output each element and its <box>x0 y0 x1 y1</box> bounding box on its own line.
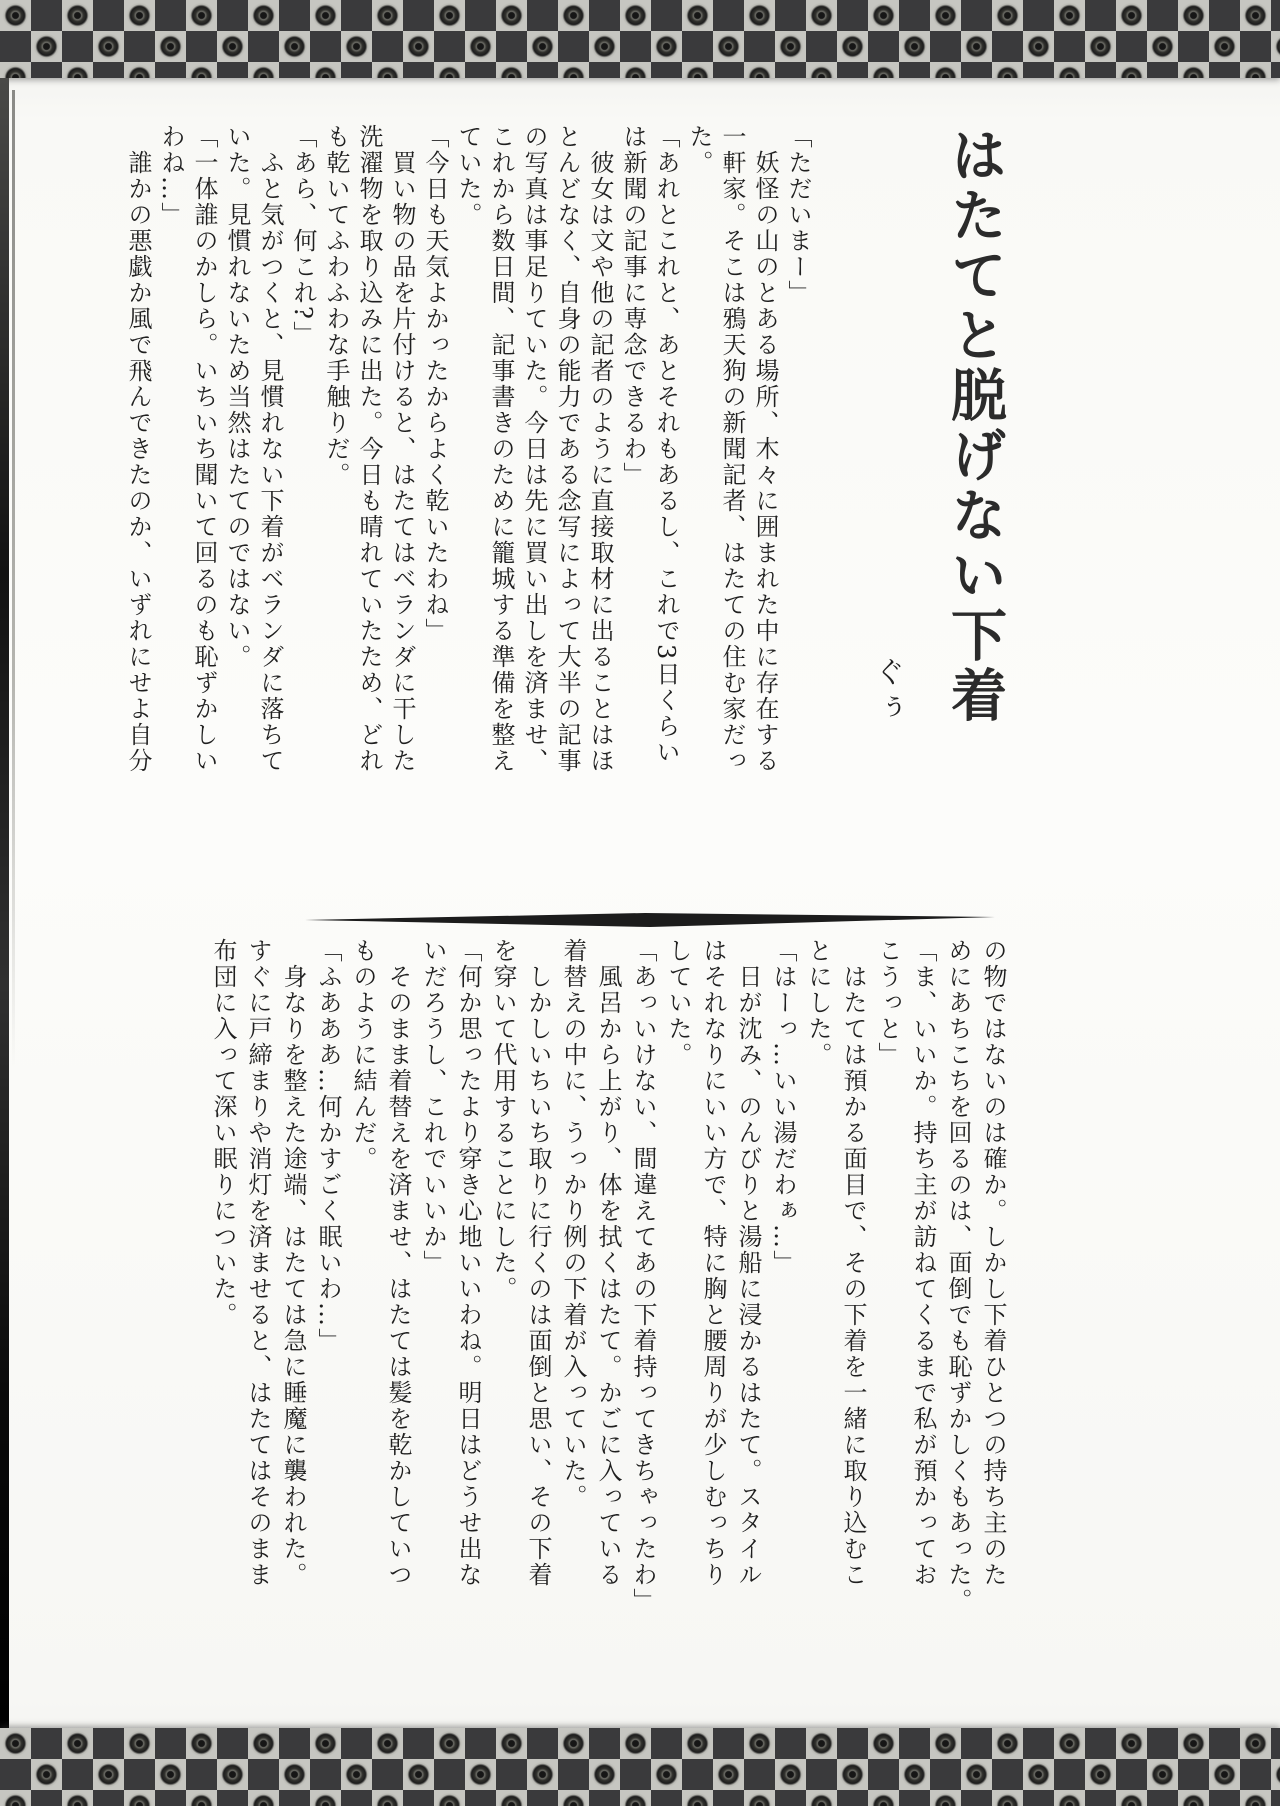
text-line: 風呂から上がり、体を拭くはたて。かごに入っている <box>594 938 622 1588</box>
text-line: も乾いてふわふわな手触りだ。 <box>322 124 350 488</box>
text-line: 「何か思ったより穿き心地いいわね。明日はどうせ出な <box>454 938 482 1588</box>
section-divider-stroke <box>305 912 995 932</box>
text-line: 着替えの中に、うっかり例の下着が入っていた。 <box>559 938 587 1510</box>
text-line: 洗濯物を取り込みに出た。今日も晴れていたため、どれ <box>355 124 383 774</box>
text-line: いた。見慣れないため当然はたてのではない。 <box>223 124 251 670</box>
text-line: 妖怪の山のとある場所、木々に囲まれた中に存在する <box>751 124 779 774</box>
text-line: ものように結んだ。 <box>349 938 377 1172</box>
text-line: 誰かの悪戯か風で飛んできたのか、いずれにせよ自分 <box>124 124 152 774</box>
text-line: 「あら、何これ?」 <box>289 124 317 347</box>
text-line: 「あれとこれと、あとそれもあるし、これで3日くらい <box>652 124 680 766</box>
text-line: いだろうし、これでいいか」 <box>419 938 447 1276</box>
author-name: ぐぅ <box>869 656 904 728</box>
text-line: していた。 <box>664 938 692 1068</box>
text-line: はそれなりにいい方で、特に胸と腰周りが少しむっちり <box>699 938 727 1588</box>
text-line: 買い物の品を片付けると、はたてはベランダに干した <box>388 124 416 774</box>
text-line: 日が沈み、のんびりと湯船に浸かるはたて。スタイル <box>734 938 762 1588</box>
text-line: とんどなく、自身の能力である念写によって大半の記事 <box>553 124 581 774</box>
page-edge-shadow <box>0 78 9 1728</box>
text-line: た。 <box>685 124 713 176</box>
text-line: ていた。 <box>454 124 482 228</box>
text-line: そのまま着替えを済ませ、はたては髪を乾かしていつ <box>384 938 412 1588</box>
text-line: 一軒家。そこは鴉天狗の新聞記者、はたての住む家だっ <box>718 124 746 774</box>
text-line: を穿いて代用することにした。 <box>489 938 517 1302</box>
text-line: 「ま、いいか。持ち主が訪ねてくるまで私が預かってお <box>909 938 937 1588</box>
text-line: ふと気がつくと、見慣れない下着がベランダに落ちて <box>256 124 284 774</box>
text-line: とにした。 <box>804 938 832 1068</box>
text-line: 「今日も天気よかったからよく乾いたわね」 <box>421 124 449 644</box>
page-title: はたてと脱げない下着 <box>942 126 1007 726</box>
text-line: の写真は事足りていた。今日は先に買い出しを済ませ、 <box>520 124 548 774</box>
text-line: 布団に入って深い眠りについた。 <box>209 938 237 1328</box>
text-line: めにあちこちを回るのは、面倒でも恥ずかしくもあった。 <box>944 938 972 1614</box>
decorative-border-top <box>0 0 1280 78</box>
decorative-border-bottom <box>0 1728 1280 1806</box>
text-line: は新聞の記事に専念できるわ」 <box>619 124 647 488</box>
text-line: 「ふあああ…何かすごく眠いわ…」 <box>314 938 342 1354</box>
text-line: これから数日間、記事書きのために籠城する準備を整え <box>487 124 515 774</box>
text-line: こうっと」 <box>874 938 902 1068</box>
text-line: すぐに戸締まりや消灯を済ませると、はたてはそのまま <box>244 938 272 1588</box>
story-text-top-section <box>121 124 814 814</box>
text-line: 身なりを整えた途端、はたては急に睡魔に襲われた。 <box>279 938 307 1588</box>
text-line: 「はーっ…いい湯だわぁ…」 <box>769 938 797 1276</box>
text-line: はたては預かる面目で、その下着を一緒に取り込むこ <box>839 938 867 1588</box>
text-line: 彼女は文や他の記者のように直接取材に出ることはほ <box>586 124 614 774</box>
text-line: 「一体誰のかしら。いちいち聞いて回るのも恥ずかしい <box>190 124 218 774</box>
story-text-bottom-section <box>205 938 1010 1618</box>
page-edge-line <box>12 90 15 1070</box>
text-line: の物ではないのは確か。しかし下着ひとつの持ち主のた <box>979 938 1007 1588</box>
text-line: 「ただいまー」 <box>784 124 812 306</box>
text-line: しかしいちいち取りに行くのは面倒と思い、その下着 <box>524 938 552 1588</box>
text-line: 「あっいけない、間違えてあの下着持ってきちゃったわ」 <box>629 938 657 1614</box>
text-line: わね…」 <box>157 124 185 228</box>
